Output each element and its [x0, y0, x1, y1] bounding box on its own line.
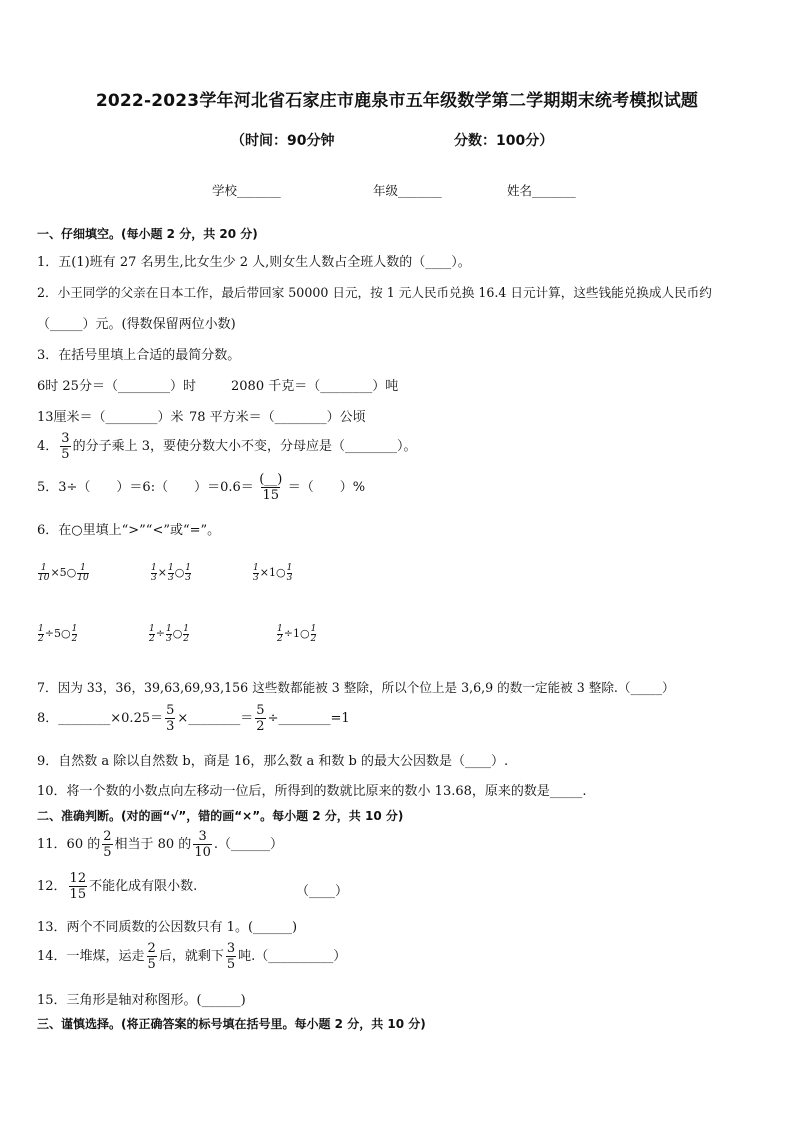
- numerator: 3: [226, 941, 236, 956]
- denominator: 2: [149, 633, 155, 644]
- numerator: (__): [259, 472, 283, 487]
- question-4-number: 4．: [37, 439, 59, 454]
- fraction: [311, 625, 317, 643]
- compare-item-5: [148, 625, 190, 643]
- numerator: 1: [253, 563, 259, 573]
- question-8-part-2: ×________＝: [177, 711, 254, 726]
- section-2-header: 二、准确判断。(对的画“√”，错的画“×”。每小题 2 分，共 10 分): [37, 809, 404, 823]
- operator: ÷1○: [283, 627, 310, 641]
- question-3-d: 78 平方米＝（________）公顷: [189, 410, 366, 425]
- compare-item-3: [252, 564, 293, 582]
- fraction: [102, 830, 112, 859]
- compare-circle: ○: [172, 627, 183, 641]
- numerator: 5: [256, 703, 265, 718]
- operator: ×1○: [259, 566, 286, 580]
- question-2-line-1: 2．小王同学的父亲在日本工作，最后带回家 50000 日元，按 1 元人民币兑换 16.4 日元计算，这些钱能兑换成人民币约: [37, 285, 712, 300]
- fraction: [255, 704, 265, 733]
- question-15: 15．三角形是轴对称图形。(______): [37, 993, 246, 1008]
- numerator: 1: [185, 563, 192, 573]
- question-12-text: 不能化成有限小数.: [89, 879, 198, 894]
- fraction: [38, 564, 49, 582]
- numerator: 1: [165, 624, 172, 634]
- numerator: 1: [167, 563, 174, 573]
- school-blank: _______: [237, 183, 281, 198]
- question-7: 7．因为 33，36，39,63,69,93,156 这些数都能被 3 整除，所以个位上是 3,6,9 的数一定能被 3 整除.（_____）: [37, 680, 675, 695]
- time-label: （时间：90分钟: [231, 133, 335, 149]
- numerator: 12: [69, 871, 87, 886]
- section-1-header: 一、仔细填空。(每小题 2 分，共 20 分): [37, 227, 258, 241]
- question-12-number: 12．: [37, 879, 67, 894]
- fraction: [165, 704, 175, 733]
- question-3-intro: 3．在括号里填上合适的最简分数。: [37, 348, 241, 363]
- numerator: 1: [40, 563, 47, 573]
- fraction: [193, 830, 212, 859]
- denominator: 3: [165, 633, 172, 644]
- numerator: 1: [183, 624, 190, 634]
- denominator: 5: [103, 845, 112, 860]
- operator: ÷5○: [44, 627, 71, 641]
- fraction: [253, 564, 259, 582]
- numerator: 1: [310, 624, 317, 634]
- numerator: 1: [151, 563, 157, 573]
- fraction: [149, 625, 155, 643]
- denominator: 2: [277, 633, 283, 644]
- question-3-c: 13厘米＝（________）米: [37, 410, 184, 425]
- fraction: [277, 625, 283, 643]
- fraction: [60, 432, 70, 461]
- compare-item-2: [150, 564, 192, 582]
- fraction: [151, 564, 157, 582]
- denominator: 5: [147, 957, 156, 972]
- question-10: 10．将一个数的小数点向左移动一位后，所得到的数就比原来的数小 13.68，原来的数是_____.: [37, 784, 587, 799]
- denominator: 5: [61, 447, 70, 462]
- fraction: [185, 564, 191, 582]
- question-3-a: 6时 25分＝（________）时: [37, 379, 196, 394]
- question-11-part-2: 相当于 80 的: [114, 837, 192, 852]
- fraction: [77, 564, 88, 582]
- denominator: 3: [166, 719, 175, 734]
- denominator: 2: [183, 633, 190, 644]
- school-label: 学校: [212, 183, 238, 198]
- question-5-prefix: 5．3÷（ ）＝6:（ ）＝0.6＝: [37, 480, 254, 495]
- denominator: 3: [167, 572, 174, 583]
- numerator: 1: [38, 624, 44, 634]
- denominator: 2: [256, 719, 265, 734]
- compare-item-6: [276, 625, 317, 643]
- denominator: 2: [71, 633, 78, 644]
- question-14-part-2: 后，就剩下: [158, 949, 224, 964]
- grade-label: 年级: [373, 183, 399, 198]
- denominator: 10: [38, 572, 50, 583]
- fraction: [147, 942, 157, 971]
- compare-item-4: [37, 625, 78, 643]
- denominator: 3: [253, 572, 259, 583]
- numerator: 1: [277, 624, 283, 634]
- question-4: [37, 432, 416, 461]
- question-14-part-3: 吨.（__________）: [238, 949, 347, 964]
- numerator: 3: [61, 431, 70, 446]
- fraction: [166, 625, 172, 643]
- name-blank: _______: [532, 183, 576, 198]
- question-11-part-1: 11．60 的: [37, 837, 101, 852]
- question-8-part-1: 8．________×0.25＝: [37, 711, 164, 726]
- question-13: 13．两个不同质数的公因数只有 1。(______): [37, 920, 298, 935]
- numerator: 5: [166, 703, 175, 718]
- fraction: [72, 625, 78, 643]
- denominator: 10: [77, 572, 89, 583]
- denominator: 3: [185, 572, 192, 583]
- numerator: 2: [103, 829, 112, 844]
- question-12-blank: （____）: [296, 884, 349, 899]
- fraction: [287, 564, 293, 582]
- question-6-intro: 6．在○里填上“>”“<”或“=”。: [37, 523, 221, 538]
- question-11: [37, 830, 283, 859]
- denominator: 10: [194, 845, 211, 860]
- question-5: [37, 473, 365, 502]
- score-label: 分数：100分）: [454, 133, 554, 149]
- compare-circle: ○: [174, 566, 185, 580]
- operator: ×5○: [50, 566, 77, 580]
- question-8-part-3: ÷________=1: [267, 711, 350, 726]
- numerator: 1: [149, 624, 155, 634]
- denominator: 3: [286, 572, 293, 583]
- name-label: 姓名: [507, 183, 533, 198]
- denominator: 15: [262, 488, 280, 503]
- grade-blank: _______: [398, 183, 442, 198]
- fraction: [226, 942, 236, 971]
- numerator: 2: [147, 941, 156, 956]
- question-14: [37, 942, 346, 971]
- denominator: 5: [226, 957, 236, 972]
- question-3-b: 2080 千克＝（________）吨: [231, 379, 399, 394]
- name-field: [507, 181, 576, 199]
- fraction: [69, 872, 88, 901]
- operator: ×: [157, 566, 167, 580]
- question-4-text: 的分子乘上 3，要使分数大小不变，分母应是（________）。: [72, 439, 417, 454]
- denominator: 2: [38, 633, 44, 644]
- question-1: 1．五(1)班有 27 名男生,比女生少 2 人,则女生人数占全班人数的（____）。: [37, 255, 471, 270]
- section-3-header: 三、谨慎选择。(将正确答案的标号填在括号里。每小题 2 分，共 10 分): [37, 1017, 426, 1031]
- grade-field: [373, 181, 442, 199]
- denominator: 15: [69, 887, 87, 902]
- fraction: [256, 473, 286, 502]
- denominator: 2: [310, 633, 317, 644]
- numerator: 1: [80, 563, 86, 573]
- school-field: [212, 181, 281, 199]
- numerator: 1: [71, 624, 78, 634]
- question-2-line-2: （_____）元。(得数保留两位小数): [37, 317, 236, 332]
- page-title: 2022-2023学年河北省石家庄市鹿泉市五年级数学第二学期期末统考模拟试题: [95, 91, 699, 111]
- question-14-part-1: 14．一堆煤，运走: [37, 949, 145, 964]
- fraction: [183, 625, 189, 643]
- operator: ÷: [155, 627, 165, 641]
- fraction: [168, 564, 174, 582]
- numerator: 1: [286, 563, 293, 573]
- compare-item-1: [37, 564, 90, 582]
- fraction: [38, 625, 44, 643]
- question-11-part-3: .（______）: [213, 837, 283, 852]
- question-5-suffix: ＝（ ）%: [287, 480, 366, 495]
- question-9: 9．自然数 a 除以自然数 b，商是 16，那么数 a 和数 b 的最大公因数是（____）.: [37, 754, 509, 769]
- numerator: 3: [198, 829, 207, 844]
- denominator: 3: [151, 572, 157, 583]
- question-8: [37, 704, 350, 733]
- question-12: [37, 872, 197, 901]
